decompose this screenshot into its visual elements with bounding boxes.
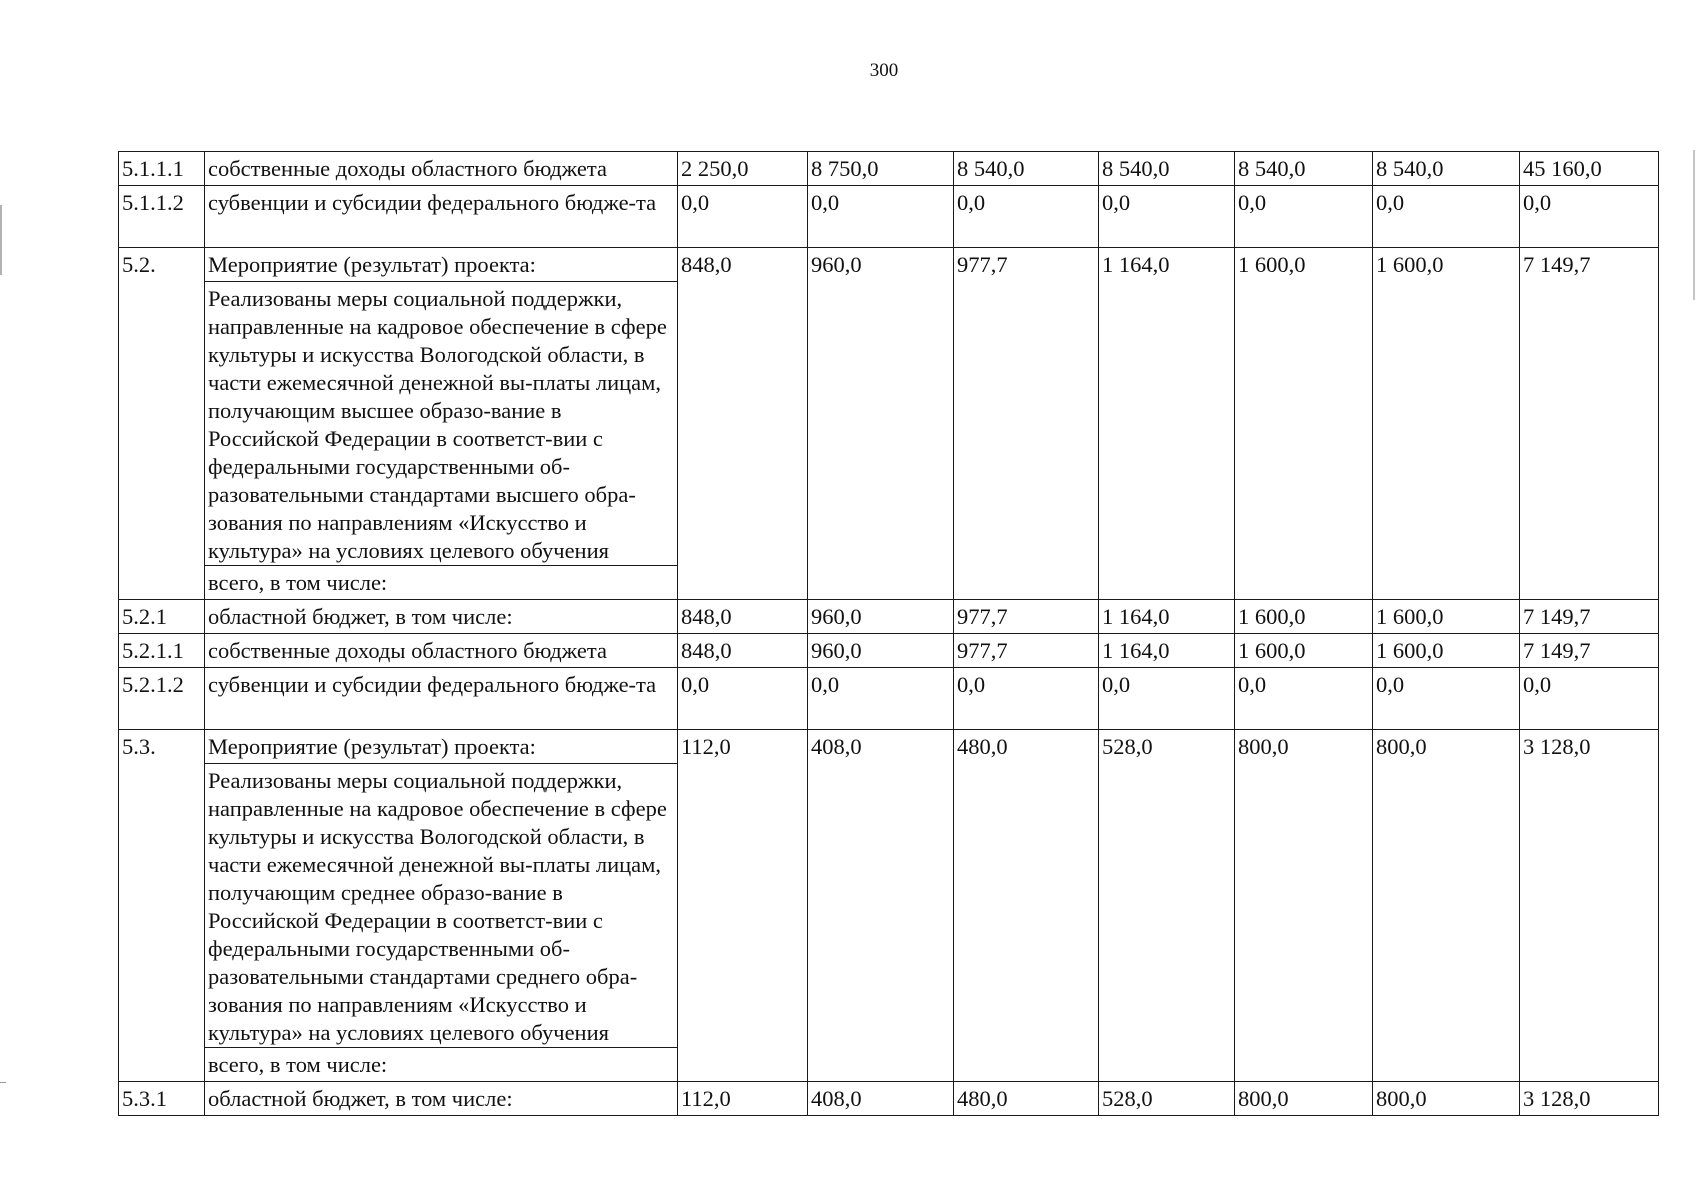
value-cell: 480,0 bbox=[954, 1082, 1099, 1116]
value-cell: 977,7 bbox=[954, 634, 1099, 668]
value-cell: 0,0 bbox=[1235, 186, 1373, 248]
value-cell: 1 164,0 bbox=[1099, 248, 1235, 600]
value-cell: 0,0 bbox=[678, 186, 808, 248]
row-label-body: Реализованы меры социальной поддержки, направленные на кадровое обеспечение в сфере культуры и искусства Вологодской области, в части ежемесячной денежной вы-платы лицам, получающим среднее образо-вание в Российской Федерации в соответст-вии с федеральными государственными об-разовательными стандартами среднего обра-зования по направлениям «Искусство и культура» на условиях целевого обучения bbox=[205, 764, 678, 1048]
value-cell: 0,0 bbox=[1235, 668, 1373, 730]
row-label: собственные доходы областного бюджета bbox=[205, 152, 678, 186]
value-cell: 0,0 bbox=[1099, 186, 1235, 248]
scan-edge-mark bbox=[0, 1082, 6, 1083]
value-cell: 848,0 bbox=[678, 634, 808, 668]
value-cell: 0,0 bbox=[1373, 668, 1520, 730]
budget-table bbox=[118, 151, 1659, 1116]
row-code: 5.1.1.1 bbox=[119, 152, 205, 186]
value-cell: 8 540,0 bbox=[954, 152, 1099, 186]
row-label: собственные доходы областного бюджета bbox=[205, 634, 678, 668]
table-row bbox=[119, 152, 1659, 186]
value-cell: 3 128,0 bbox=[1520, 730, 1659, 1082]
value-cell: 7 149,7 bbox=[1520, 634, 1659, 668]
value-cell: 960,0 bbox=[808, 248, 954, 600]
value-cell: 528,0 bbox=[1099, 1082, 1235, 1116]
scan-edge-mark bbox=[1693, 150, 1695, 300]
value-cell: 800,0 bbox=[1235, 730, 1373, 1082]
row-label: субвенции и субсидии федерального бюдже-та bbox=[205, 186, 678, 248]
value-cell: 977,7 bbox=[954, 600, 1099, 634]
row-label-tail: всего, в том числе: bbox=[205, 566, 678, 600]
row-label-head: Мероприятие (результат) проекта: bbox=[205, 248, 678, 282]
row-label: областной бюджет, в том числе: bbox=[205, 600, 678, 634]
table-row bbox=[119, 1082, 1659, 1116]
value-cell: 0,0 bbox=[808, 668, 954, 730]
value-cell: 528,0 bbox=[1099, 730, 1235, 1082]
scan-edge-mark bbox=[0, 205, 2, 275]
row-code: 5.2.1 bbox=[119, 600, 205, 634]
value-cell: 2 250,0 bbox=[678, 152, 808, 186]
row-code: 5.1.1.2 bbox=[119, 186, 205, 248]
row-code: 5.2.1.2 bbox=[119, 668, 205, 730]
row-code: 5.2. bbox=[119, 248, 205, 600]
table-row bbox=[119, 668, 1659, 730]
value-cell: 408,0 bbox=[808, 730, 954, 1082]
row-code: 5.3. bbox=[119, 730, 205, 1082]
value-cell: 7 149,7 bbox=[1520, 600, 1659, 634]
value-cell: 0,0 bbox=[1520, 668, 1659, 730]
value-cell: 800,0 bbox=[1235, 1082, 1373, 1116]
table-row bbox=[119, 248, 1659, 282]
value-cell: 0,0 bbox=[808, 186, 954, 248]
value-cell: 7 149,7 bbox=[1520, 248, 1659, 600]
value-cell: 1 600,0 bbox=[1235, 634, 1373, 668]
row-label-body: Реализованы меры социальной поддержки, направленные на кадровое обеспечение в сфере культуры и искусства Вологодской области, в части ежемесячной денежной вы-платы лицам, получающим высшее образо-вание в Российской Федерации в соответст-вии с федеральными государственными об-разовательными стандартами высшего обра-зования по направлениям «Искусство и культура» на условиях целевого обучения bbox=[205, 282, 678, 566]
value-cell: 0,0 bbox=[678, 668, 808, 730]
value-cell: 1 600,0 bbox=[1373, 634, 1520, 668]
value-cell: 960,0 bbox=[808, 600, 954, 634]
value-cell: 1 600,0 bbox=[1235, 248, 1373, 600]
table-row bbox=[119, 730, 1659, 764]
value-cell: 8 540,0 bbox=[1099, 152, 1235, 186]
value-cell: 0,0 bbox=[954, 186, 1099, 248]
value-cell: 112,0 bbox=[678, 730, 808, 1082]
value-cell: 800,0 bbox=[1373, 1082, 1520, 1116]
value-cell: 848,0 bbox=[678, 248, 808, 600]
row-label: областной бюджет, в том числе: bbox=[205, 1082, 678, 1116]
value-cell: 8 540,0 bbox=[1235, 152, 1373, 186]
page-number: 300 bbox=[869, 60, 899, 81]
value-cell: 0,0 bbox=[1520, 186, 1659, 248]
row-code: 5.2.1.1 bbox=[119, 634, 205, 668]
value-cell: 1 600,0 bbox=[1373, 600, 1520, 634]
row-label-tail: всего, в том числе: bbox=[205, 1048, 678, 1082]
value-cell: 960,0 bbox=[808, 634, 954, 668]
value-cell: 8 540,0 bbox=[1373, 152, 1520, 186]
value-cell: 112,0 bbox=[678, 1082, 808, 1116]
row-label: субвенции и субсидии федерального бюдже-та bbox=[205, 668, 678, 730]
value-cell: 800,0 bbox=[1373, 730, 1520, 1082]
value-cell: 1 164,0 bbox=[1099, 600, 1235, 634]
table-row bbox=[119, 634, 1659, 668]
row-code: 5.3.1 bbox=[119, 1082, 205, 1116]
value-cell: 848,0 bbox=[678, 600, 808, 634]
value-cell: 0,0 bbox=[1099, 668, 1235, 730]
value-cell: 408,0 bbox=[808, 1082, 954, 1116]
value-cell: 1 164,0 bbox=[1099, 634, 1235, 668]
value-cell: 480,0 bbox=[954, 730, 1099, 1082]
value-cell: 3 128,0 bbox=[1520, 1082, 1659, 1116]
value-cell: 1 600,0 bbox=[1235, 600, 1373, 634]
row-label-head: Мероприятие (результат) проекта: bbox=[205, 730, 678, 764]
value-cell: 45 160,0 bbox=[1520, 152, 1659, 186]
value-cell: 977,7 bbox=[954, 248, 1099, 600]
value-cell: 0,0 bbox=[954, 668, 1099, 730]
table-row bbox=[119, 600, 1659, 634]
table-row bbox=[119, 186, 1659, 248]
value-cell: 0,0 bbox=[1373, 186, 1520, 248]
value-cell: 8 750,0 bbox=[808, 152, 954, 186]
value-cell: 1 600,0 bbox=[1373, 248, 1520, 600]
